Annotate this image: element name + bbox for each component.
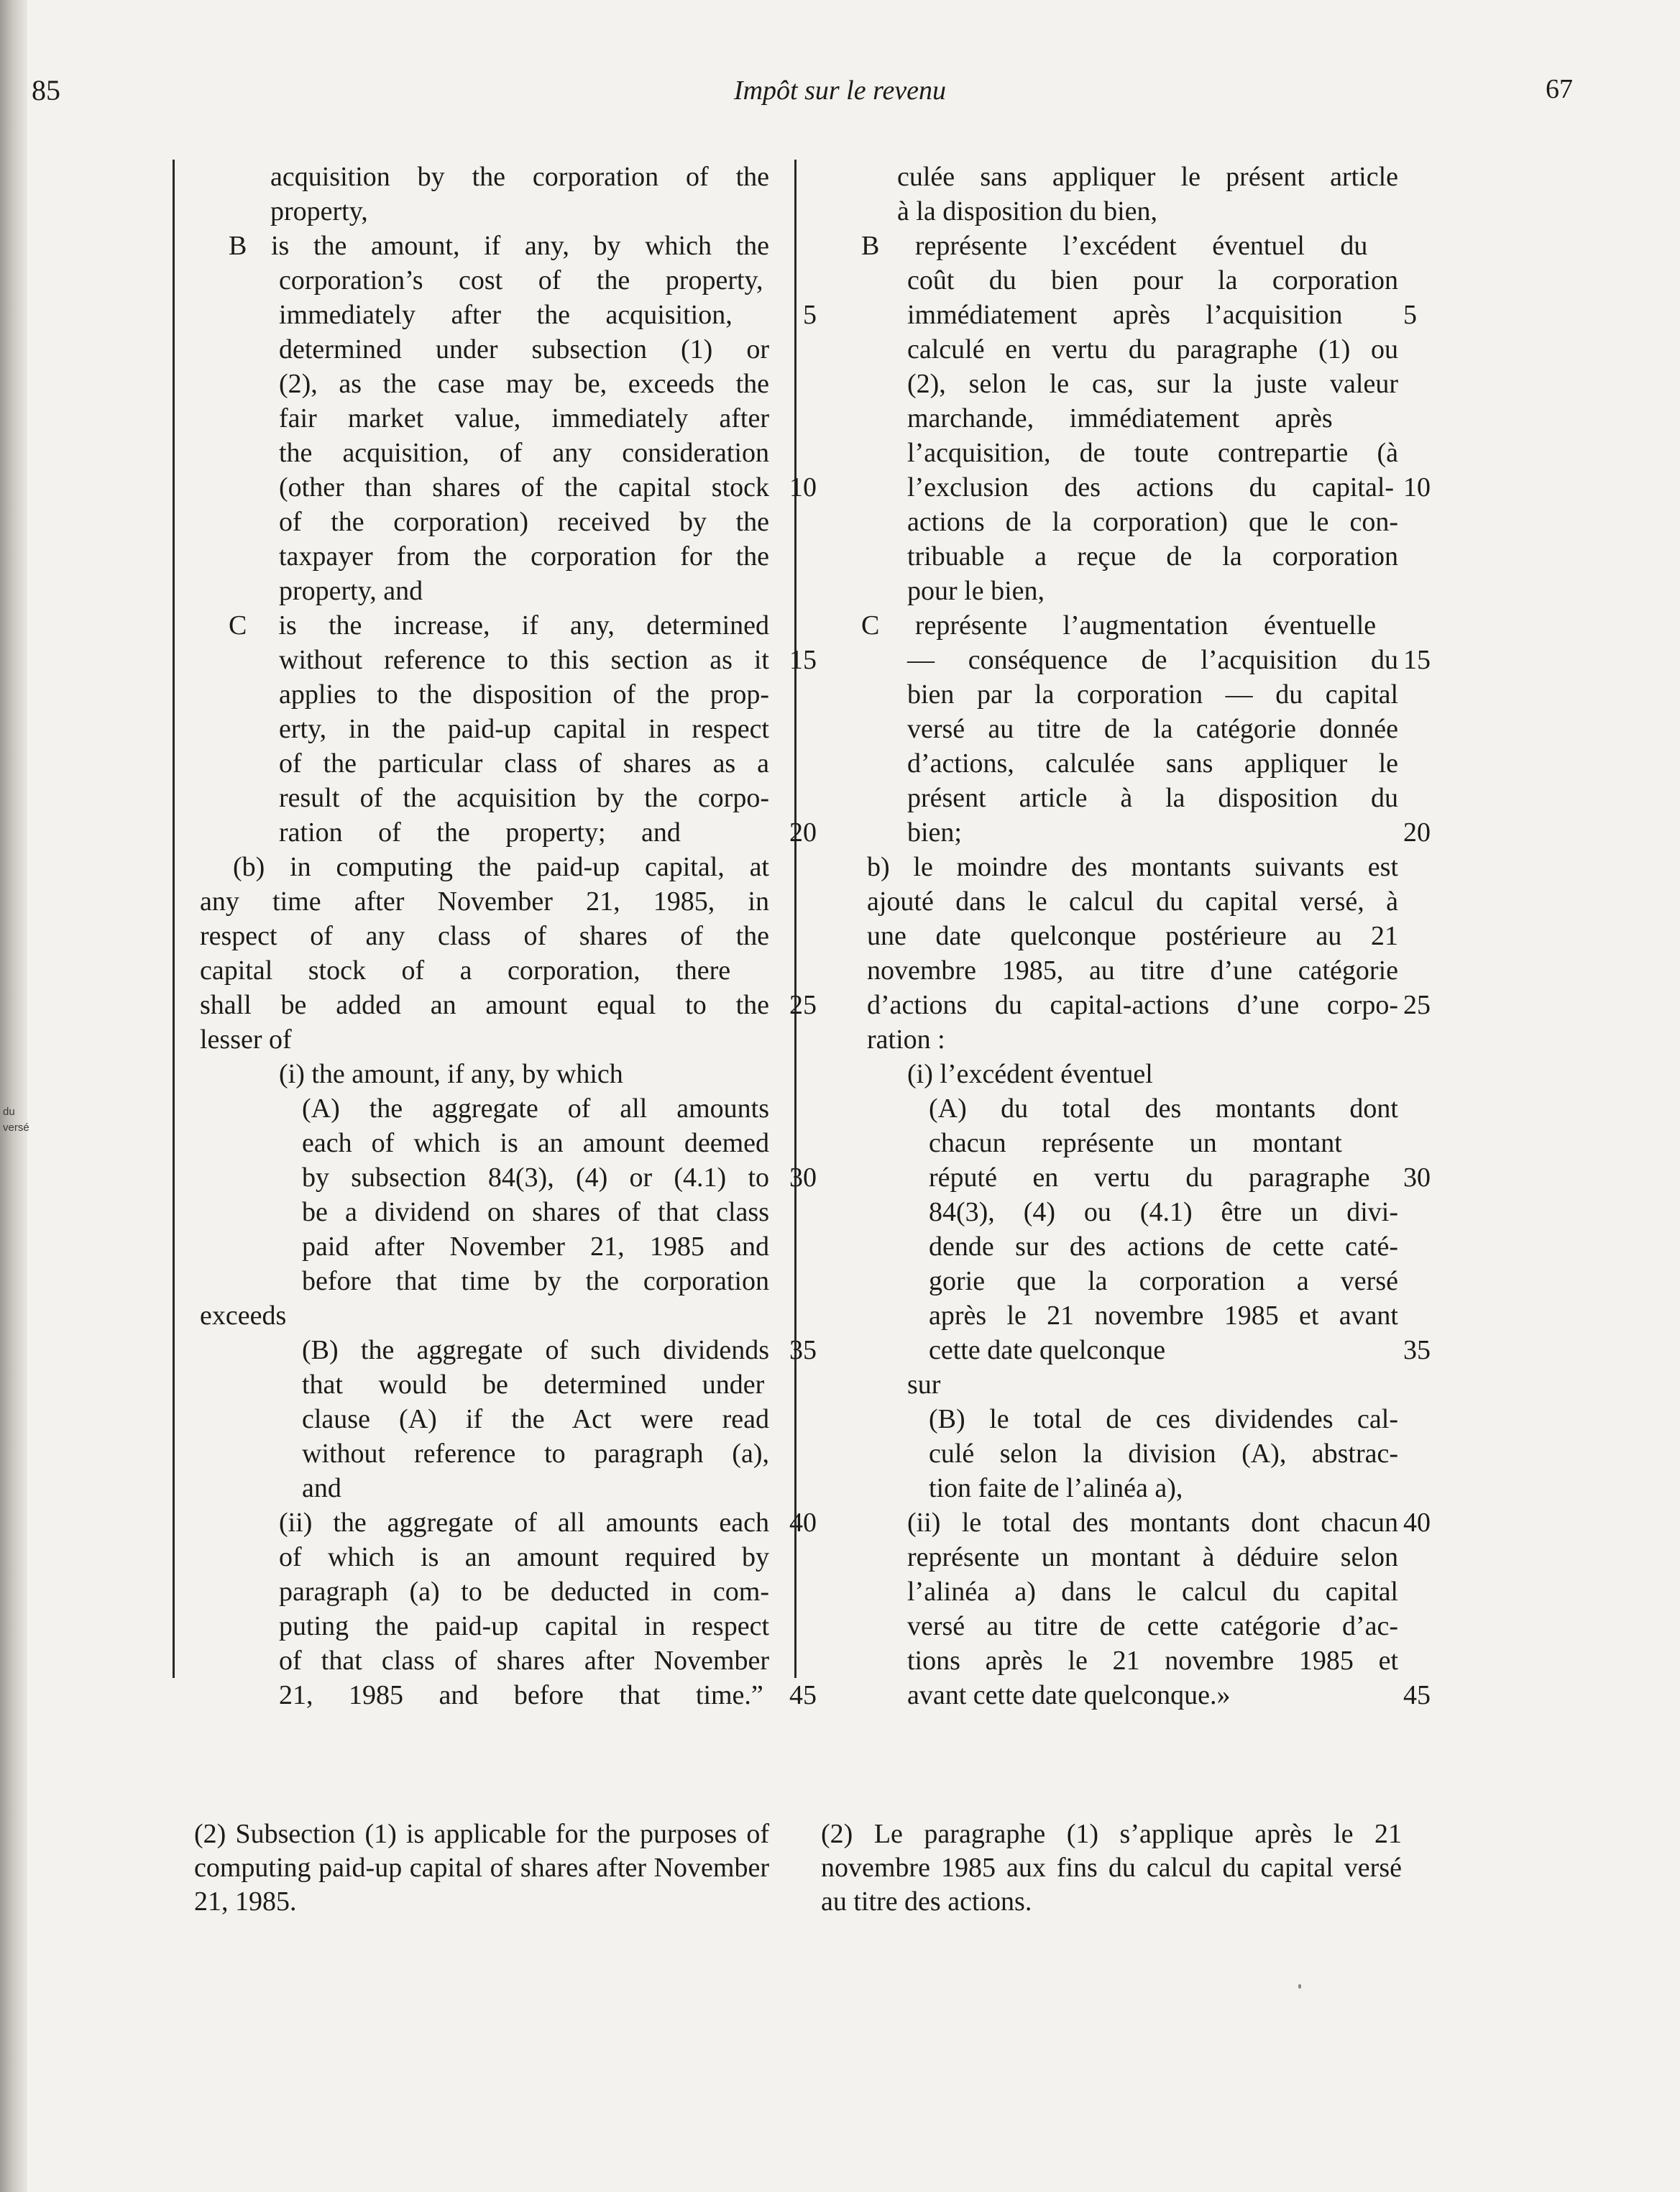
english-line: without reference to paragraph (a),	[302, 1439, 769, 1469]
french-line: l’alinéa a) dans le calcul du capital	[907, 1577, 1398, 1607]
english-line: corporation’s cost of the property,	[279, 265, 763, 295]
line-number-center: 45	[789, 1680, 817, 1710]
english-line: paid after November 21, 1985 and	[302, 1232, 769, 1262]
line-number-center: 35	[789, 1335, 817, 1365]
english-line: (i) the amount, if any, by which	[279, 1059, 623, 1089]
french-line: cette date quelconque	[929, 1335, 1166, 1365]
speck-mark	[1298, 1984, 1301, 1989]
english-line: any time after November 21, 1985, in	[200, 886, 769, 917]
english-line: determined under subsection (1) or	[279, 334, 769, 364]
french-line: une date quelconque postérieure au 21	[867, 921, 1398, 951]
english-line: (ii) the aggregate of all amounts each	[279, 1508, 769, 1538]
french-line: calculé en vertu du paragraphe (1) ou	[907, 334, 1398, 364]
center-column-rule	[794, 160, 797, 1678]
french-line: versé au titre de cette catégorie d’ac-	[907, 1611, 1398, 1641]
english-line: respect of any class of shares of the	[200, 921, 769, 951]
french-line: versé au titre de la catégorie donnée	[907, 714, 1398, 744]
french-line: coût du bien pour la corporation	[907, 265, 1398, 295]
line-number-center: 20	[789, 817, 817, 848]
english-line: before that time by the corporation	[302, 1266, 769, 1296]
french-line: pour le bien,	[907, 576, 1045, 606]
english-line: capital stock of a corporation, there	[200, 955, 731, 986]
english-line: without reference to this section as it	[279, 645, 769, 675]
line-number-right: 10	[1403, 472, 1431, 503]
french-line: sur	[907, 1370, 941, 1400]
french-line: tions après le 21 novembre 1985 et	[907, 1646, 1398, 1676]
english-line: the acquisition, of any consideration	[279, 438, 769, 468]
french-line: b) le moindre des montants suivants est	[867, 852, 1398, 882]
english-line: lesser of	[200, 1024, 292, 1055]
line-number-right: 45	[1403, 1680, 1431, 1710]
english-line: property, and	[279, 576, 423, 606]
french-line: chacun représente un montant	[929, 1128, 1342, 1158]
french-line: (A) du total des montants dont	[929, 1093, 1398, 1124]
running-title: Impôt sur le revenu	[733, 75, 947, 106]
line-number-right: 35	[1403, 1335, 1431, 1365]
english-line: (A) the aggregate of all amounts	[302, 1093, 769, 1124]
french-line: présent article à la disposition du	[907, 783, 1398, 813]
english-line: (b) in computing the paid-up capital, at	[233, 852, 769, 882]
english-line: (other than shares of the capital stock	[279, 472, 769, 503]
english-line: 21, 1985 and before that time.”	[279, 1680, 763, 1710]
page-number: 67	[1546, 74, 1573, 104]
english-line: and	[302, 1473, 341, 1503]
french-line: (i) l’excédent éventuel	[907, 1059, 1153, 1089]
french-line: bien;	[907, 817, 962, 848]
line-number-right: 25	[1403, 990, 1431, 1020]
page-edge-shadow	[0, 0, 27, 2192]
english-line: shall be added an amount equal to the	[200, 990, 769, 1020]
english-line: ration of the property; and	[279, 817, 681, 848]
english-line: paragraph (a) to be deducted in com-	[279, 1577, 769, 1607]
english-line: of that class of shares after November	[279, 1646, 769, 1676]
english-line: taxpayer from the corporation for the	[279, 541, 769, 572]
french-line: ajouté dans le calcul du capital versé, à	[867, 886, 1398, 917]
french-line: tribuable a reçue de la corporation	[907, 541, 1398, 572]
english-line: acquisition by the corporation of the	[270, 162, 769, 192]
line-number-center: 15	[789, 645, 817, 675]
french-line: culé selon la division (A), abstrac-	[929, 1439, 1398, 1469]
line-number-center: 10	[789, 472, 817, 503]
line-number-center: 5	[803, 300, 817, 330]
french-line: 84(3), (4) ou (4.1) être un divi-	[929, 1197, 1398, 1227]
english-line: (2), as the case may be, exceeds the	[279, 369, 769, 399]
french-line: ration :	[867, 1024, 945, 1055]
french-line: dende sur des actions de cette caté-	[929, 1232, 1398, 1262]
french-line: actions de la corporation) que le con-	[907, 507, 1398, 537]
french-line: novembre 1985, au titre d’une catégorie	[867, 955, 1398, 986]
line-number-right: 15	[1403, 645, 1431, 675]
english-line: puting the paid-up capital in respect	[279, 1611, 769, 1641]
french-line: représente un montant à déduire selon	[907, 1542, 1398, 1572]
english-line: immediately after the acquisition,	[279, 300, 733, 330]
english-line: of the corporation) received by the	[279, 507, 769, 537]
line-number-center: 40	[789, 1508, 817, 1538]
french-line: gorie que la corporation a versé	[929, 1266, 1398, 1296]
french-line: avant cette date quelconque.»	[907, 1680, 1231, 1710]
english-line: (B) the aggregate of such dividends	[302, 1335, 769, 1365]
english-line: property,	[270, 196, 368, 226]
edge-label-verse: versé	[3, 1122, 29, 1134]
line-number-right: 20	[1403, 817, 1431, 848]
english-line: of which is an amount required by	[279, 1542, 769, 1572]
french-line: — conséquence de l’acquisition du	[907, 645, 1398, 675]
english-line: by subsection 84(3), (4) or (4.1) to	[302, 1163, 769, 1193]
french-line: immédiatement après l’acquisition	[907, 300, 1343, 330]
english-line: be a dividend on shares of that class	[302, 1197, 769, 1227]
english-margin-rule	[173, 160, 175, 1678]
english-line: clause (A) if the Act were read	[302, 1404, 769, 1434]
french-line: C représente l’augmentation éventuelle	[861, 610, 1377, 641]
french-line: (B) le total de ces dividendes cal-	[929, 1404, 1398, 1434]
french-line: tion faite de l’alinéa a),	[929, 1473, 1183, 1503]
line-number-right: 40	[1403, 1508, 1431, 1538]
english-line: result of the acquisition by the corpo-	[279, 783, 769, 813]
line-number-center: 25	[789, 990, 817, 1020]
french-line: d’actions, calculée sans appliquer le	[907, 748, 1398, 779]
edge-label-du: du	[3, 1106, 15, 1118]
french-line: d’actions du capital-actions d’une corpo-	[867, 990, 1398, 1020]
french-line: marchande, immédiatement après	[907, 403, 1333, 434]
english-line: that would be determined under	[302, 1370, 765, 1400]
subsection-2-french: (2) Le paragraphe (1) s’applique après le 21 novembre 1985 aux fins du calcul du capital versé au titre des actions.	[821, 1819, 1402, 1917]
french-line: bien par la corporation — du capital	[907, 679, 1398, 710]
french-line: à la disposition du bien,	[897, 196, 1158, 226]
french-line: culée sans appliquer le présent article	[897, 162, 1398, 192]
english-line: applies to the disposition of the prop-	[279, 679, 769, 710]
english-line: B is the amount, if any, by which the	[229, 231, 769, 261]
english-line: of the particular class of shares as a	[279, 748, 769, 779]
line-number-right: 30	[1403, 1163, 1431, 1193]
line-number-right: 5	[1403, 300, 1417, 330]
english-line: exceeds	[200, 1301, 287, 1331]
english-line: fair market value, immediately after	[279, 403, 769, 434]
english-line: each of which is an amount deemed	[302, 1128, 769, 1158]
french-line: (ii) le total des montants dont chacun	[907, 1508, 1398, 1538]
subsection-2-english: (2) Subsection (1) is applicable for the purposes of computing paid-up capital of shares after November 21, 1985.	[194, 1819, 769, 1917]
french-line: (2), selon le cas, sur la juste valeur	[907, 369, 1398, 399]
french-line: l’exclusion des actions du capital-	[907, 472, 1395, 503]
french-line: réputé en vertu du paragraphe	[929, 1163, 1370, 1193]
french-line: après le 21 novembre 1985 et avant	[929, 1301, 1398, 1331]
english-line: erty, in the paid-up capital in respect	[279, 714, 769, 744]
line-number-center: 30	[789, 1163, 817, 1193]
header-fragment: 85	[32, 74, 60, 106]
english-line: C is the increase, if any, determined	[229, 610, 769, 641]
french-line: B représente l’excédent éventuel du	[861, 231, 1368, 261]
french-line: l’acquisition, de toute contrepartie (à	[907, 438, 1398, 468]
